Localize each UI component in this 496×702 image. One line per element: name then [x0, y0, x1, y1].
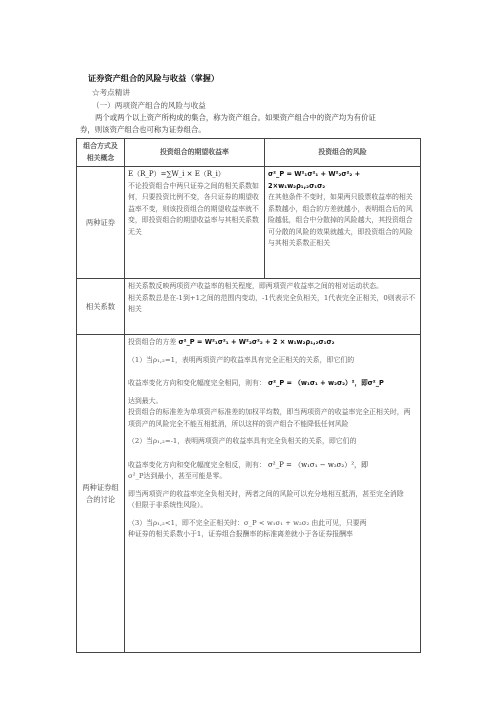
header-combination: 组合方式及相关概念	[77, 139, 125, 167]
header-risk: 投资组合的风险	[265, 139, 421, 167]
case2-line-d: 即当两项资产的收益率完全负相关时，两者之间的风险可以充分地相互抵消，甚至完全消除（但限于非系统性风险）。	[128, 489, 404, 509]
case2-line-c: σ²_P达到最小，甚至可能是零。	[128, 472, 227, 480]
header-expected-return: 投资组合的期望收益率	[125, 139, 265, 167]
table-row	[77, 335, 421, 653]
row-label-correlation: 相关系数	[77, 279, 125, 335]
correlation-text-2: 相关系数总是在-1到+1之间的范围内变动，-1代表完全负相关，1代表完全正相关，0则表示不相关	[128, 293, 416, 313]
correlation-text-1: 相关系数反映两项资产收益率的相关程度，即两项资产收益率之间的相对运动状态。	[128, 282, 383, 290]
case1-line-d: 投资组合的标准差为单项资产标准差的加权平均数，即当两项资产的收益率完全正相关时，两项资产的风险完全不能互相抵消，所以这样的资产组合不能降低任何风险	[128, 408, 411, 428]
risk-formula: σ²_P = W²₁σ²₁ + W²₂σ²₂ + 2×w₁w₂ρ₁,₂σ₁σ₂	[268, 170, 361, 190]
spacer	[128, 448, 417, 460]
variance-prefix: 投资组合的方差	[128, 338, 177, 346]
case3-line-a: （3）当ρ₁,₂<1，即不完全正相关时：σ_P < w₁σ₁ + w₂σ₂ 由此可见，只要两	[128, 518, 367, 527]
return-description: 不论投资组合中两只证券之间的相关系数如何，只要投资比例不变，各只证券的期望收益率不变，则该投资组合的期望收益率就不变，即投资组合的期望收益率与其相关系数无关	[128, 181, 259, 236]
table-header-row	[77, 139, 421, 167]
case2-line-b	[128, 460, 417, 472]
return-cell	[125, 167, 265, 279]
risk-cell	[265, 167, 421, 279]
case1-text-b: 收益率变化方向和变化幅度完全相同，则有：	[128, 379, 266, 387]
intro-line-1: 两个或两个以上资产所构成的集合，称为资产组合。如果资产组合中的资产均为有价证	[95, 113, 376, 122]
subsection-heading: （一）两项资产组合的风险与收益	[92, 101, 206, 110]
correlation-cell	[125, 279, 421, 335]
case2-text-b: 收益率变化方向和变化幅度完全相反，则有：	[128, 460, 266, 469]
spacer	[128, 366, 417, 378]
discussion-cell	[125, 335, 421, 653]
risk-description: 在其他条件不变时，如果两只股票收益率的相关系数越小，组合的方差就越小，表明组合后的风险越低，组合中分散掉的风险越大，其投资组合可分散的风险的效果就越大，即投资组合的风险与其相关系数正相关	[268, 193, 413, 247]
case3-line-b: 种证券的相关系数小于1，证券组合报酬率的标准离差就小于各证券报酬率	[128, 530, 353, 538]
section-mark: ☆考点精讲	[92, 88, 130, 97]
case2-line-a: （2）当ρ₁,₂=-1，表明两项资产的收益率具有完全负相关的关系，即它们的	[128, 437, 357, 445]
case1-line-a: （1）当ρ₁,₂=1，表明两项资产的收益率具有完全正相关的关系，即它们的	[128, 355, 355, 364]
risk-return-table	[76, 138, 421, 653]
case1-formula: σ²_P = （w₁σ₁ + w₂σ₂）²，即σ²_P	[268, 379, 384, 387]
table-row	[77, 279, 421, 335]
case1-line-b	[128, 378, 417, 390]
intro-paragraph	[80, 112, 422, 136]
row-label-discussion: 两种证券组合的讨论	[77, 335, 125, 653]
variance-line	[128, 337, 417, 349]
intro-line-2: 券，则该资产组合也可称为证券组合。	[80, 125, 206, 134]
page-title: 证券资产组合的风险与收益（掌握）	[88, 73, 220, 83]
table-row	[77, 167, 421, 279]
row-label-two-securities: 两种证券	[77, 167, 125, 279]
case1-line-c: 达到最大。	[128, 396, 163, 405]
case2-formula: σ²_P = （w₁σ₁ − w₂σ₂）²，即	[268, 460, 369, 469]
variance-formula: σ²_P = W²₁σ²₁ + W²₂σ²₂ + 2 × w₁w₂ρ₁,₂σ₁σ₂	[178, 338, 335, 346]
return-formula: E（R_P）=∑W_i × E（R_i）	[128, 170, 225, 178]
